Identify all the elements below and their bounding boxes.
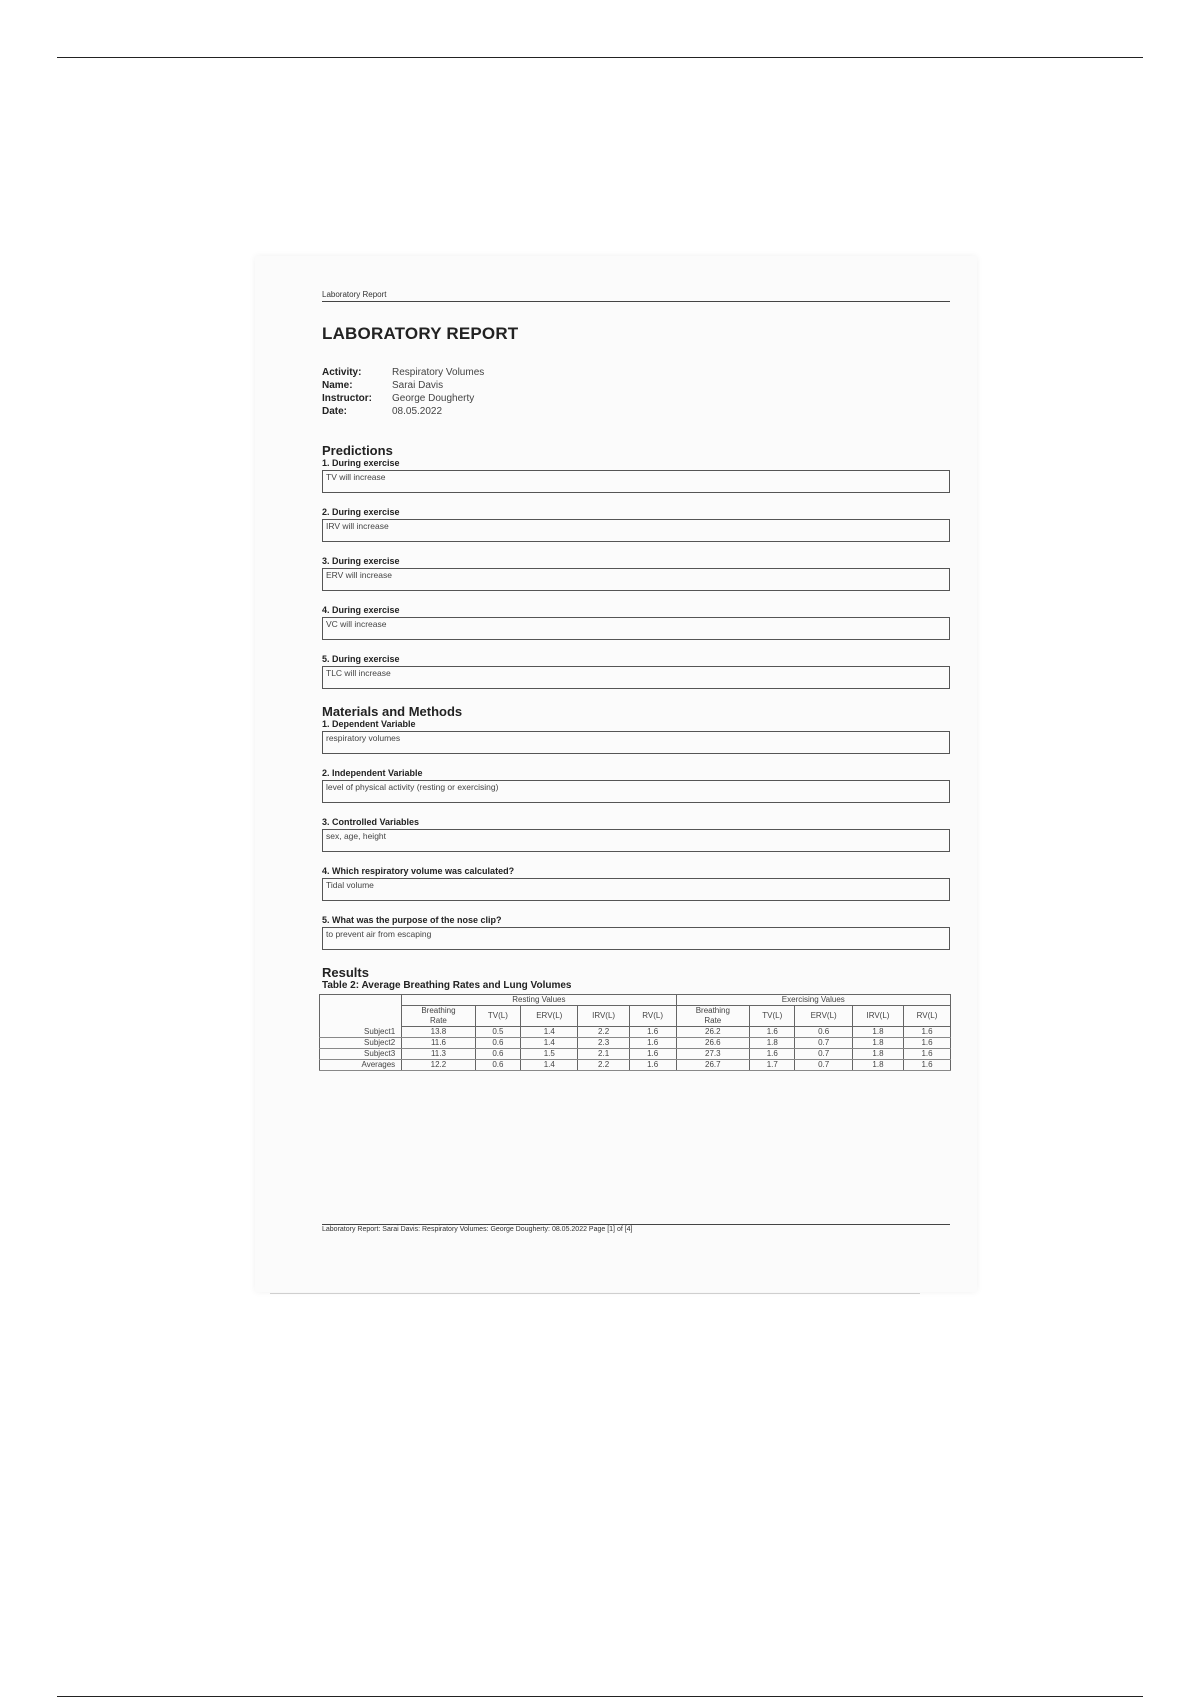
results-table [319, 994, 951, 1071]
blank-corner-cell [320, 995, 402, 1006]
table-cell: 1.6 [750, 1049, 795, 1060]
report-meta [322, 366, 950, 418]
meta-row-activity: Activity: Respiratory Volumes [322, 367, 485, 378]
table-cell: 26.6 [676, 1038, 750, 1049]
page-bottom-shadow [270, 1293, 920, 1294]
prediction-question: 3. During exercise [322, 556, 400, 566]
col-header-rv: RV(L) [629, 1006, 676, 1027]
prediction-question: 2. During exercise [322, 507, 400, 517]
header-rule [322, 301, 950, 302]
col-header-breathing-rate [402, 1006, 476, 1027]
prediction-answer-field: IRV will increase [322, 519, 950, 542]
table-cell: 12.2 [402, 1060, 476, 1071]
running-header: Laboratory Report [322, 290, 387, 299]
table-cell: 13.8 [402, 1027, 476, 1038]
table-cell: 0.6 [795, 1027, 852, 1038]
table-column-header-row [320, 1006, 951, 1027]
methods-heading: Materials and Methods [322, 704, 463, 719]
row-label-cell: Subject3 [320, 1049, 402, 1060]
table-row [320, 1049, 951, 1060]
prediction-answer-field: VC will increase [322, 617, 950, 640]
prediction-question: 5. During exercise [322, 654, 400, 664]
table-cell: 1.8 [852, 1038, 903, 1049]
blank-corner-cell [320, 1006, 402, 1027]
col-header-irv: IRV(L) [852, 1006, 903, 1027]
page-title: LABORATORY REPORT [322, 324, 519, 343]
methods-item [322, 915, 950, 950]
methods-answer-field: level of physical activity (resting or exercising) [322, 780, 950, 803]
table-cell: 2.3 [578, 1038, 629, 1049]
table-cell: 26.7 [676, 1060, 750, 1071]
methods-item [322, 817, 950, 852]
table-caption: Table 2: Average Breathing Rates and Lung Volumes [322, 980, 572, 991]
table-cell: 1.8 [852, 1060, 903, 1071]
bottom-rule [57, 1696, 1143, 1697]
page-footer: Laboratory Report: Sarai Davis: Respiratory Volumes: George Dougherty: 08.05.2022 Page [1] of [4] [322, 1226, 633, 1233]
col-header-text: Breathing [695, 1006, 730, 1015]
table-cell: 1.4 [521, 1060, 578, 1071]
table-cell: 0.6 [475, 1049, 520, 1060]
table-cell: 26.2 [676, 1027, 750, 1038]
prediction-answer-field: TLC will increase [322, 666, 950, 689]
table-cell: 0.7 [795, 1049, 852, 1060]
methods-question: 3. Controlled Variables [322, 817, 420, 827]
prediction-item [322, 654, 950, 689]
resting-group-header: Resting Values [402, 995, 676, 1006]
methods-answer-field: to prevent air from escaping [322, 927, 950, 950]
table-cell: 11.6 [402, 1038, 476, 1049]
table-cell: 1.4 [521, 1027, 578, 1038]
prediction-item [322, 507, 950, 542]
table-cell: 0.6 [475, 1038, 520, 1049]
table-cell: 1.8 [852, 1027, 903, 1038]
col-header-tv: TV(L) [475, 1006, 520, 1027]
table-cell: 2.2 [578, 1027, 629, 1038]
row-label-cell: Subject2 [320, 1038, 402, 1049]
exercising-group-header: Exercising Values [676, 995, 950, 1006]
row-label-cell: Subject1 [320, 1027, 402, 1038]
prediction-answer-field: TV will increase [322, 470, 950, 493]
methods-item [322, 768, 950, 803]
footer-rule [322, 1224, 950, 1225]
prediction-question: 4. During exercise [322, 605, 400, 615]
col-header-text: Rate [429, 1016, 447, 1025]
methods-item [322, 866, 950, 901]
predictions-heading: Predictions [322, 443, 393, 458]
table-cell: 1.4 [521, 1038, 578, 1049]
methods-answer-field: Tidal volume [322, 878, 950, 901]
table-cell: 0.7 [795, 1060, 852, 1071]
table-cell: 1.5 [521, 1049, 578, 1060]
table-group-header-row [320, 995, 951, 1006]
methods-answer-field: respiratory volumes [322, 731, 950, 754]
prediction-item [322, 458, 950, 493]
table-cell: 2.2 [578, 1060, 629, 1071]
col-header-irv: IRV(L) [578, 1006, 629, 1027]
meta-row-date: Date: 08.05.2022 [322, 406, 443, 417]
top-rule [57, 57, 1143, 58]
table-cell: 1.7 [750, 1060, 795, 1071]
prediction-item [322, 605, 950, 640]
methods-answer-field: sex, age, height [322, 829, 950, 852]
methods-question: 1. Dependent Variable [322, 719, 416, 729]
methods-question: 2. Independent Variable [322, 768, 423, 778]
col-header-breathing-rate [676, 1006, 750, 1027]
table-cell: 11.3 [402, 1049, 476, 1060]
table-cell: 2.1 [578, 1049, 629, 1060]
row-label-cell: Averages [320, 1060, 402, 1071]
table-cell: 1.6 [629, 1038, 676, 1049]
table-cell: 27.3 [676, 1049, 750, 1060]
col-header-text: Breathing [421, 1006, 456, 1015]
meta-row-instructor: Instructor: George Dougherty [322, 393, 475, 404]
col-header-erv: ERV(L) [521, 1006, 578, 1027]
col-header-rv: RV(L) [904, 1006, 951, 1027]
prediction-answer-field: ERV will increase [322, 568, 950, 591]
table-cell: 0.6 [475, 1060, 520, 1071]
table-cell: 1.6 [629, 1049, 676, 1060]
col-header-text: Rate [704, 1016, 722, 1025]
prediction-item [322, 556, 950, 591]
methods-question: 5. What was the purpose of the nose clip? [322, 915, 502, 925]
table-cell: 1.6 [904, 1027, 951, 1038]
table-cell: 1.6 [904, 1060, 951, 1071]
table-row [320, 1060, 951, 1071]
col-header-tv: TV(L) [750, 1006, 795, 1027]
prediction-question: 1. During exercise [322, 458, 400, 468]
results-heading: Results [322, 965, 369, 980]
table-cell: 1.6 [904, 1038, 951, 1049]
table-row [320, 1038, 951, 1049]
methods-question: 4. Which respiratory volume was calculated? [322, 866, 515, 876]
table-cell: 0.7 [795, 1038, 852, 1049]
methods-item [322, 719, 950, 754]
table-cell: 1.6 [629, 1060, 676, 1071]
col-header-erv: ERV(L) [795, 1006, 852, 1027]
meta-row-name: Name: Sarai Davis [322, 380, 444, 391]
table-cell: 1.8 [750, 1038, 795, 1049]
table-cell: 1.8 [852, 1049, 903, 1060]
table-row [320, 1027, 951, 1038]
table-cell: 1.6 [904, 1049, 951, 1060]
report-sheet [322, 290, 950, 1071]
table-cell: 1.6 [750, 1027, 795, 1038]
table-cell: 0.5 [475, 1027, 520, 1038]
table-cell: 1.6 [629, 1027, 676, 1038]
